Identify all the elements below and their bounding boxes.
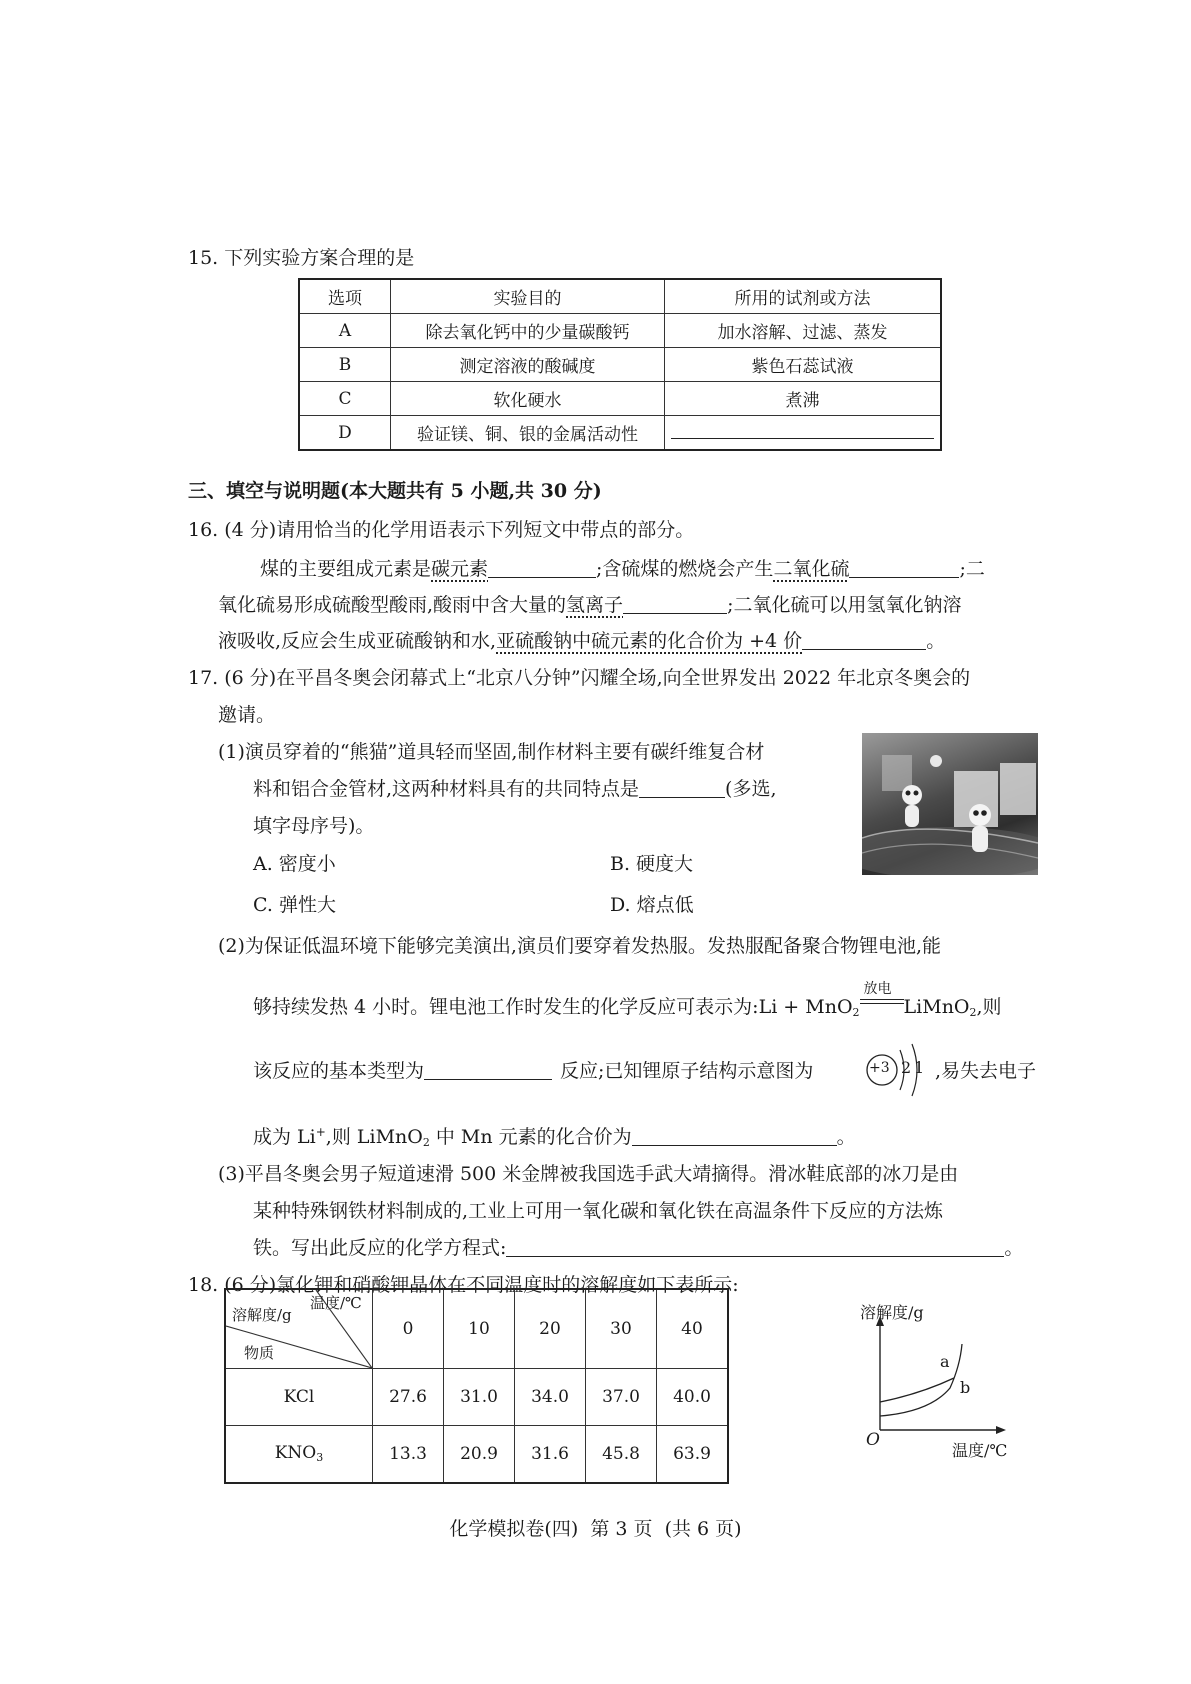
nucleus-charge: +3 (869, 1060, 890, 1076)
cell: 验证镁、铜、银的金属活动性 (391, 416, 665, 451)
cell: 煮沸 (665, 382, 942, 416)
cell: 45.8 (586, 1426, 657, 1483)
dotted-text: 碳元素 (431, 558, 489, 580)
corner-cell: 温度/℃ 溶解度/g 物质 (225, 1289, 373, 1369)
reaction-arrow: 放电 (860, 993, 904, 1013)
temp-header: 10 (444, 1289, 515, 1369)
answer-blank[interactable] (802, 629, 926, 650)
table-row (225, 1426, 728, 1483)
q16-line2: 氧化硫易形成硫酸型酸雨,酸雨中含大量的氢离子 ;二氧化硫可以用氢氧化钠溶 (218, 594, 962, 616)
q17-part1: (1)演员穿着的“熊猫”道具轻而坚固,制作材料主要有碳纤维复合材 (218, 741, 765, 763)
cell: 加水溶解、过滤、蒸发 (665, 314, 942, 348)
q17-stem: 邀请。 (218, 704, 276, 726)
answer-blank[interactable] (424, 1059, 552, 1080)
dotted-text: 亚硫酸钠中硫元素的化合价为 +4 价 (496, 630, 803, 652)
answer-blank[interactable] (488, 557, 596, 578)
panda-performance-photo (862, 733, 1038, 875)
answer-blank-cell[interactable] (665, 416, 942, 451)
option-a: A. 密度小 (253, 853, 336, 875)
option-c: C. 弹性大 (253, 894, 336, 916)
q15-table (298, 278, 942, 451)
temp-header: 40 (657, 1289, 729, 1369)
cell: 31.0 (444, 1369, 515, 1426)
graph-origin: O (866, 1430, 880, 1450)
cell: 63.9 (657, 1426, 729, 1483)
q17-stem: 17. (6 分)在平昌冬奥会闭幕式上“北京八分钟”闪耀全场,向全世界发出 2022 年北京冬奥会的 (188, 667, 971, 689)
temp-header: 30 (586, 1289, 657, 1369)
page-footer: 化学模拟卷(四) 第 3 页 (共 6 页) (449, 1518, 742, 1540)
graph-ylabel: 溶解度/g (860, 1303, 924, 1322)
cell: C (299, 382, 391, 416)
curve-b (880, 1378, 954, 1402)
q17-part2: ,易失去电子 (935, 1060, 1037, 1082)
option-b: B. 硬度大 (610, 853, 694, 875)
q16-line3: 液吸收,反应会生成亚硫酸钠和水,亚硫酸钠中硫元素的化合价为 +4 价 。 (218, 630, 946, 652)
q17-part3: (3)平昌冬奥会男子短道速滑 500 米金牌被我国选手武大靖摘得。滑冰鞋底部的冰刀是由 (218, 1163, 959, 1185)
substance-cell: KCl (225, 1369, 373, 1426)
q17-part2: 该反应的基本类型为 反应;已知锂原子结构示意图为 (253, 1060, 814, 1082)
header-cell: 实验目的 (391, 279, 665, 314)
table-row (299, 348, 941, 382)
cell: 37.0 (586, 1369, 657, 1426)
curve-a-label: a (940, 1352, 950, 1371)
q17-part1: 料和铝合金管材,这两种材料具有的共同特点是 (多选, (253, 778, 777, 800)
section-title: 三、填空与说明题(本大题共有 5 小题,共 30 分) (188, 480, 602, 502)
cell: 31.6 (515, 1426, 586, 1483)
cell: 40.0 (657, 1369, 729, 1426)
graph-xlabel: 温度/℃ (952, 1441, 1008, 1460)
q17-part2-equation: 够持续发热 4 小时。锂电池工作时发生的化学反应可表示为:Li + MnO$_2$ 放电 LiMnO$_2$,则 (253, 981, 1002, 1019)
q18-stem: 18. (6 分)氯化钾和硝酸钾晶体在不同温度时的溶解度如下表所示: (188, 1274, 739, 1296)
cell: D (299, 416, 391, 451)
table-row (299, 416, 941, 451)
table-row (299, 314, 941, 348)
cell: 软化硬水 (391, 382, 665, 416)
option-d: D. 熔点低 (610, 894, 694, 916)
q18-solubility-table (224, 1288, 729, 1484)
cell: A (299, 314, 391, 348)
temp-header: 20 (515, 1289, 586, 1369)
cell: 27.6 (373, 1369, 444, 1426)
table-row (225, 1289, 728, 1369)
q16-line1: 煤的主要组成元素是碳元素 ;含硫煤的燃烧会产生二氧化硫 ;二 (260, 558, 985, 580)
dotted-text: 氢离子 (566, 594, 624, 616)
cell: 34.0 (515, 1369, 586, 1426)
header-cell: 所用的试剂或方法 (665, 279, 942, 314)
cell: 除去氧化钙中的少量碳酸钙 (391, 314, 665, 348)
cell: 紫色石蕊试液 (665, 348, 942, 382)
cell: B (299, 348, 391, 382)
cell: 测定溶液的酸碱度 (391, 348, 665, 382)
cell: 20.9 (444, 1426, 515, 1483)
cell: 13.3 (373, 1426, 444, 1483)
answer-blank[interactable] (632, 1125, 837, 1146)
temp-header: 0 (373, 1289, 444, 1369)
q17-part2: 成为 Li+,则 LiMnO$_2$ 中 Mn 元素的化合价为 。 (253, 1125, 856, 1149)
answer-blank[interactable] (506, 1236, 1004, 1257)
shell-electrons: 2 (901, 1058, 912, 1077)
q17-part1: 填字母序号)。 (253, 815, 375, 837)
dotted-text: 二氧化硫 (773, 558, 850, 580)
table-row (299, 382, 941, 416)
substance-cell: $KNO_3$ (225, 1426, 373, 1483)
shell-electrons: 1 (914, 1058, 925, 1077)
answer-blank[interactable] (849, 557, 959, 578)
table-row (299, 279, 941, 314)
curve-b-label: b (960, 1378, 971, 1397)
q17-part2: (2)为保证低温环境下能够完美演出,演员们要穿着发热服。发热服配备聚合物锂电池,能 (218, 935, 941, 957)
table-row (225, 1369, 728, 1426)
answer-blank[interactable] (623, 593, 727, 614)
q15-stem: 15. 下列实验方案合理的是 (188, 247, 415, 269)
q16-stem: 16. (4 分)请用恰当的化学用语表示下列短文中带点的部分。 (188, 519, 695, 541)
answer-blank[interactable] (639, 777, 725, 798)
q17-part3: 铁。写出此反应的化学方程式: 。 (253, 1237, 1024, 1259)
q17-part3: 某种特殊钢铁材料制成的,工业上可用一氧化碳和氧化铁在高温条件下反应的方法炼 (253, 1200, 944, 1222)
header-cell: 选项 (299, 279, 391, 314)
